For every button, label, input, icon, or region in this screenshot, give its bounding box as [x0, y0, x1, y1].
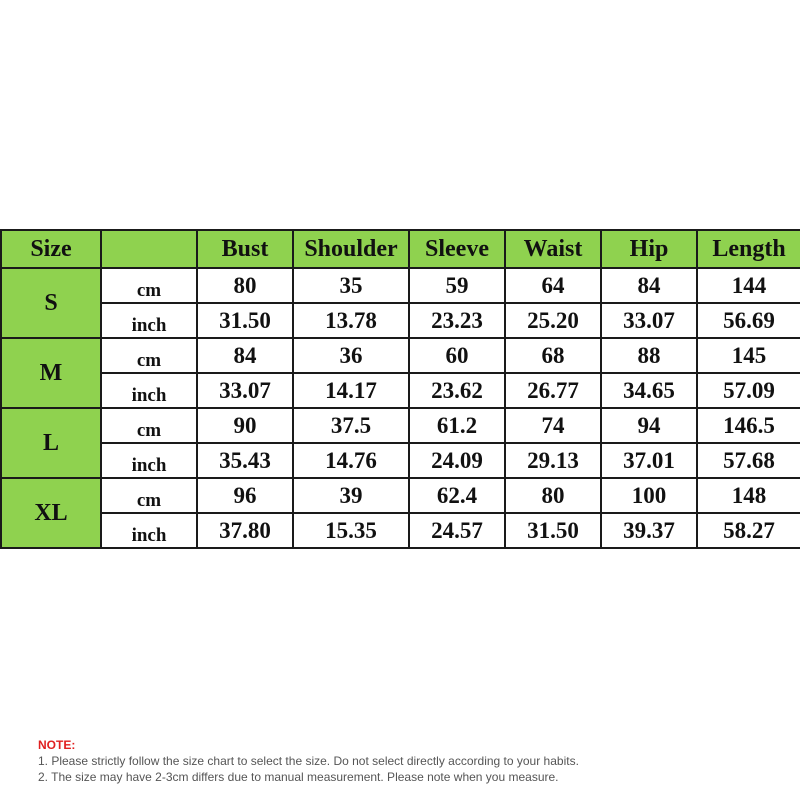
length-value: 58.27 [697, 513, 800, 548]
waist-value: 25.20 [505, 303, 601, 338]
table-row [1, 303, 800, 338]
bust-value: 96 [197, 478, 293, 513]
table-row [1, 338, 800, 373]
unit-label: inch [101, 513, 197, 548]
waist-value: 74 [505, 408, 601, 443]
sleeve-value: 23.62 [409, 373, 505, 408]
shoulder-value: 15.35 [293, 513, 409, 548]
bust-value: 35.43 [197, 443, 293, 478]
shoulder-value: 35 [293, 268, 409, 303]
header-size: Size [1, 230, 101, 268]
shoulder-value: 36 [293, 338, 409, 373]
waist-value: 26.77 [505, 373, 601, 408]
bust-value: 84 [197, 338, 293, 373]
waist-value: 64 [505, 268, 601, 303]
unit-label: cm [101, 478, 197, 513]
shoulder-value: 13.78 [293, 303, 409, 338]
size-chart-table [0, 229, 800, 549]
hip-value: 39.37 [601, 513, 697, 548]
table-row [1, 513, 800, 548]
waist-value: 29.13 [505, 443, 601, 478]
hip-value: 34.65 [601, 373, 697, 408]
header-hip: Hip [601, 230, 697, 268]
unit-label: cm [101, 408, 197, 443]
bust-value: 90 [197, 408, 293, 443]
hip-value: 33.07 [601, 303, 697, 338]
unit-label: inch [101, 373, 197, 408]
table-row [1, 408, 800, 443]
table-row [1, 443, 800, 478]
sleeve-value: 24.57 [409, 513, 505, 548]
shoulder-value: 14.17 [293, 373, 409, 408]
unit-label: inch [101, 443, 197, 478]
table-row [1, 268, 800, 303]
sleeve-value: 24.09 [409, 443, 505, 478]
sleeve-value: 61.2 [409, 408, 505, 443]
header-bust: Bust [197, 230, 293, 268]
header-unit [101, 230, 197, 268]
note-label: NOTE: [38, 738, 76, 752]
header-row [1, 230, 800, 268]
size-label: S [1, 268, 101, 338]
length-value: 146.5 [697, 408, 800, 443]
sleeve-value: 59 [409, 268, 505, 303]
waist-value: 68 [505, 338, 601, 373]
length-value: 57.09 [697, 373, 800, 408]
waist-value: 31.50 [505, 513, 601, 548]
sleeve-value: 23.23 [409, 303, 505, 338]
unit-label: cm [101, 268, 197, 303]
length-value: 57.68 [697, 443, 800, 478]
length-value: 56.69 [697, 303, 800, 338]
bust-value: 37.80 [197, 513, 293, 548]
size-label: M [1, 338, 101, 408]
sleeve-value: 62.4 [409, 478, 505, 513]
length-value: 145 [697, 338, 800, 373]
hip-value: 88 [601, 338, 697, 373]
size-label: L [1, 408, 101, 478]
header-shoulder: Shoulder [293, 230, 409, 268]
length-value: 148 [697, 478, 800, 513]
unit-label: inch [101, 303, 197, 338]
table-row [1, 373, 800, 408]
unit-label: cm [101, 338, 197, 373]
bust-value: 31.50 [197, 303, 293, 338]
hip-value: 84 [601, 268, 697, 303]
length-value: 144 [697, 268, 800, 303]
shoulder-value: 37.5 [293, 408, 409, 443]
note-line-1: 1. Please strictly follow the size chart to select the size. Do not select directly according to your habits. [38, 754, 579, 768]
header-length: Length [697, 230, 800, 268]
hip-value: 94 [601, 408, 697, 443]
size-label: XL [1, 478, 101, 548]
note-line-2: 2. The size may have 2-3cm differs due to manual measurement. Please note when you measure. [38, 770, 559, 784]
sleeve-value: 60 [409, 338, 505, 373]
header-waist: Waist [505, 230, 601, 268]
waist-value: 80 [505, 478, 601, 513]
table-row [1, 478, 800, 513]
shoulder-value: 39 [293, 478, 409, 513]
shoulder-value: 14.76 [293, 443, 409, 478]
hip-value: 100 [601, 478, 697, 513]
bust-value: 80 [197, 268, 293, 303]
hip-value: 37.01 [601, 443, 697, 478]
header-sleeve: Sleeve [409, 230, 505, 268]
note-section [38, 737, 579, 785]
bust-value: 33.07 [197, 373, 293, 408]
